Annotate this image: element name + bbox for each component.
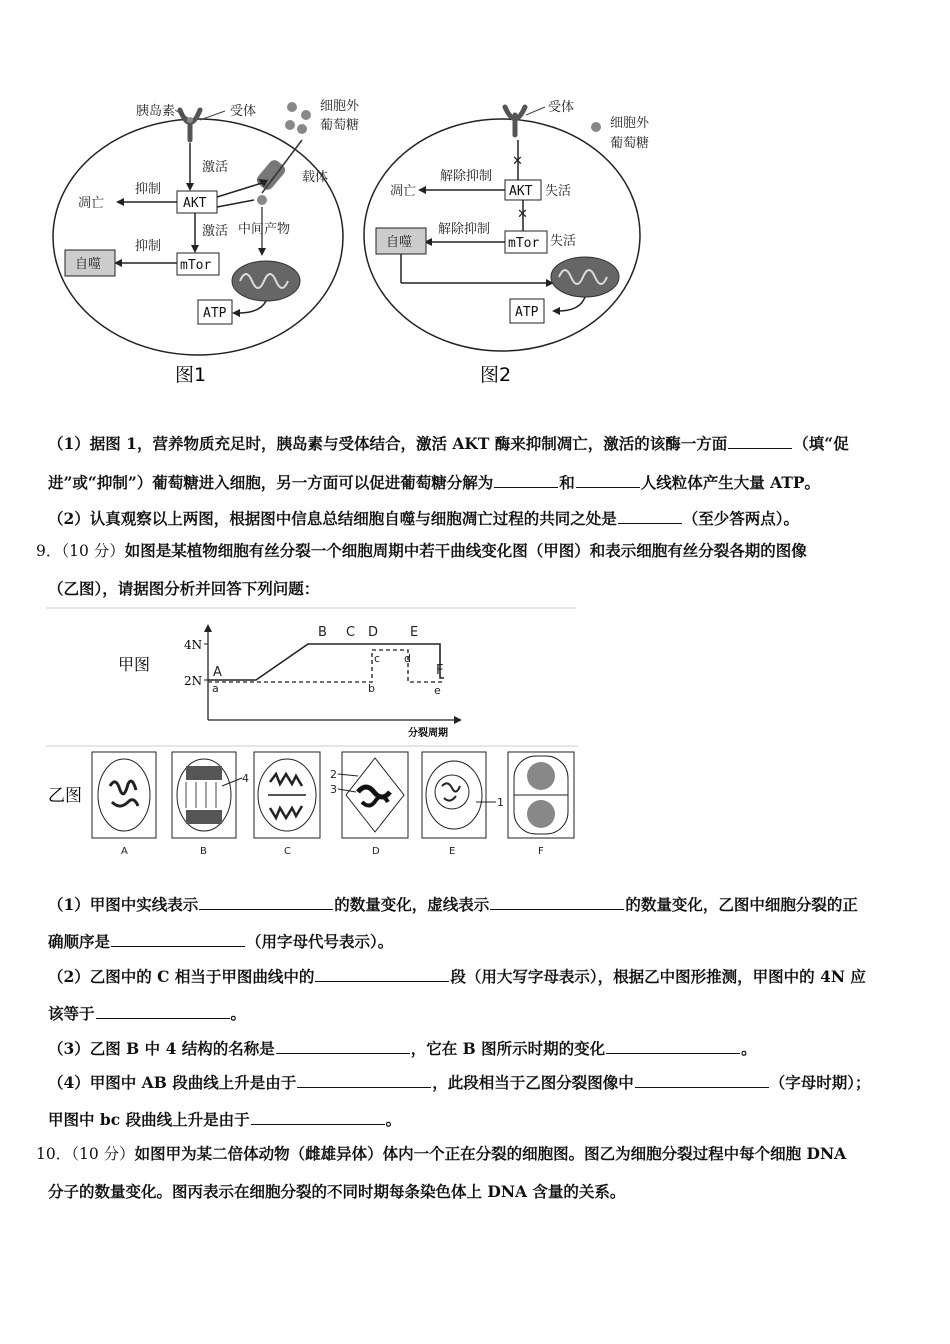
q9-text-1e: （用字母代号表示）。	[246, 932, 394, 951]
cell-label-B: B	[200, 846, 207, 857]
q9-blank-9[interactable]	[635, 1071, 769, 1088]
q9-blank-3[interactable]	[111, 930, 245, 947]
q8-blank-1[interactable]	[728, 432, 792, 449]
q9-blank-8[interactable]	[297, 1071, 431, 1088]
q9-text-2b: 段（用大写字母表示），根据乙中图形推测，甲图中的 4N 应	[450, 967, 866, 986]
q9-stem-1	[36, 540, 896, 562]
q9-text-4d: 甲图中 bc 段曲线上升是由于	[48, 1110, 250, 1129]
fig1-inhibit-1: 抑制	[135, 182, 162, 197]
q9-text-1d: 确顺序是	[48, 932, 111, 951]
fig1-receptor: 受体	[230, 104, 257, 119]
point-e: e	[434, 684, 441, 697]
x-axis-label: 分裂周期	[408, 728, 448, 739]
q8-line-1	[48, 432, 908, 455]
label-3: 3	[330, 783, 337, 796]
fig1-intermediate: 中间产物	[238, 222, 291, 237]
q10-stem-b: 分子的数量变化。图丙表示在细胞分裂的不同时期每条染色体上 DNA 含量的关系。	[48, 1182, 626, 1201]
point-c: c	[374, 652, 381, 665]
fig2-release-2: 解除抑制	[438, 222, 491, 237]
fig1-akt: AKT	[183, 196, 207, 211]
cell-label-A: A	[121, 846, 128, 857]
fig2-block-1: ✕	[512, 154, 523, 169]
q10-stem-1	[36, 1143, 896, 1165]
q9-text-2a: （2）乙图中的 C 相当于甲图曲线中的	[48, 967, 315, 986]
q9-text-3a: （3）乙图 B 中 4 结构的名称是	[48, 1039, 275, 1058]
q9-text-2c: 该等于	[48, 1004, 95, 1023]
point-F: F	[436, 663, 444, 678]
q10-stem-a: 如图甲为某二倍体动物（雌雄异体）体内一个正在分裂的细胞图。图乙为细胞分裂过程中每个细胞 DNA	[134, 1144, 847, 1163]
fig2-caption: 图2	[480, 364, 512, 386]
q9-line-4	[48, 1002, 908, 1025]
q8-line-3	[48, 507, 908, 530]
fig1-glucose-1: 细胞外	[320, 99, 360, 114]
point-A: A	[213, 665, 222, 680]
fig1-caption: 图1	[175, 364, 207, 386]
cell-label-F: F	[538, 846, 544, 857]
q10-stem-2	[48, 1181, 908, 1203]
q9-blank-10[interactable]	[251, 1108, 385, 1125]
point-b: b	[368, 682, 375, 695]
fig1-inhibit-2: 抑制	[135, 239, 162, 254]
q9-line-7	[48, 1108, 908, 1131]
q9-blank-6[interactable]	[276, 1037, 410, 1054]
q9-stem-b: （乙图），请据图分析并回答下列问题：	[48, 579, 320, 598]
q8-text-1a: （1）据图 1，营养物质充足时，胰岛素与受体结合，激活 AKT 酶来抑制凋亡，激活的该酶一方面	[48, 434, 728, 453]
q9-text-1a: （1）甲图中实线表示	[48, 895, 199, 914]
yi-label: 乙图	[48, 786, 82, 806]
q8-line-2	[48, 471, 908, 494]
fig2-atp: ATP	[515, 305, 539, 320]
q9-text-1b: 的数量变化，虚线表示	[334, 895, 490, 914]
cell-D	[330, 752, 408, 838]
q8-blank-3[interactable]	[576, 471, 640, 488]
q8-text-2a: （2）认真观察以上两图，根据图中信息总结细胞自噬与细胞凋亡过程的共同之处是	[48, 509, 617, 528]
fig1-activate-2: 激活	[202, 224, 229, 239]
q9-blank-7[interactable]	[606, 1037, 740, 1054]
q9-text-4a: （4）甲图中 AB 段曲线上升是由于	[48, 1073, 297, 1092]
q9-text-4c: （字母时期）；	[769, 1073, 871, 1092]
q9-blank-1[interactable]	[199, 893, 333, 910]
label-4: 4	[242, 772, 249, 785]
q9-figure	[46, 606, 578, 858]
fig1-glucose-2: 葡萄糖	[320, 118, 360, 133]
q9-text-4b: ，此段相当于乙图分裂图像中	[432, 1073, 634, 1092]
q9-stem-a: 如图是某植物细胞有丝分裂一个细胞周期中若干曲线变化图（甲图）和表示细胞有丝分裂各期的图像	[124, 541, 807, 560]
fig2-inactive-1: 失活	[545, 184, 572, 199]
q8-text-2b: （至少答两点）。	[682, 509, 800, 528]
label-1: 1	[497, 796, 504, 809]
point-C: C	[346, 625, 356, 640]
cell-C	[254, 752, 320, 838]
q9-text-3b: ，它在 B 图所示时期的变化	[410, 1039, 606, 1058]
q9-line-5	[48, 1037, 908, 1060]
fig2-inactive-2: 失活	[550, 234, 577, 249]
fig2-receptor: 受体	[548, 100, 575, 115]
jia-label: 甲图	[118, 655, 151, 674]
point-D: D	[368, 625, 379, 640]
cell-label-D: D	[372, 846, 380, 857]
fig1-autophagy: 自噬	[75, 257, 102, 272]
q9-line-1	[48, 893, 908, 916]
cell-F	[508, 752, 574, 838]
label-2: 2	[330, 768, 337, 781]
y-tick-2n: 2N	[184, 674, 203, 688]
cell-A	[92, 752, 156, 838]
q9-text-4e: 。	[385, 1110, 402, 1129]
q8-blank-2[interactable]	[494, 471, 558, 488]
fig2-autophagy: 自噬	[386, 235, 413, 250]
figure-2	[364, 99, 650, 386]
q9-line-6	[48, 1071, 908, 1094]
point-B: B	[318, 625, 327, 640]
fig2-release-1: 解除抑制	[440, 169, 493, 184]
q9-blank-2[interactable]	[490, 893, 624, 910]
q9-number: 9．（10 分）	[36, 542, 125, 560]
q8-text-1c: 进”或“抑制”）葡萄糖进入细胞，另一方面可以促进葡萄糖分解为	[48, 473, 494, 492]
fig2-glucose-1: 细胞外	[610, 116, 650, 131]
fig1-activate-1: 激活	[202, 160, 229, 175]
q10-number: 10．（10 分）	[36, 1145, 135, 1163]
fig2-mtor: mTor	[508, 236, 540, 251]
q9-blank-4[interactable]	[315, 965, 449, 982]
fig1-mtor: mTor	[180, 258, 212, 273]
y-tick-4n: 4N	[184, 638, 203, 652]
fig1-atp: ATP	[203, 306, 227, 321]
q9-text-3c: 。	[741, 1039, 757, 1058]
fig1-apoptosis: 凋亡	[78, 196, 105, 211]
q9-stem-2	[48, 578, 908, 600]
fig1-carrier: 载体	[302, 170, 329, 185]
fig2-glucose-2: 葡萄糖	[610, 136, 650, 151]
q8-text-1b: （填“促	[793, 434, 849, 453]
q9-blank-5[interactable]	[96, 1002, 230, 1019]
q8-blank-4[interactable]	[618, 507, 682, 524]
fig2-akt: AKT	[509, 184, 533, 199]
cell-label-E: E	[449, 846, 456, 857]
fig2-block-2: ✕	[517, 207, 528, 222]
fig1-insulin: 胰岛素	[136, 104, 176, 119]
q8-text-1e: 人线粒体产生大量 ATP。	[640, 473, 821, 492]
fig2-apoptosis: 凋亡	[390, 184, 417, 199]
point-d: d	[404, 652, 411, 665]
q9-text-2d: 。	[230, 1004, 247, 1023]
figure-1-and-2	[40, 85, 670, 395]
point-a: a	[212, 682, 219, 695]
figure-1	[53, 99, 360, 386]
q9-line-2	[48, 930, 908, 953]
q9-text-1c: 的数量变化，乙图中细胞分裂的正	[625, 895, 858, 914]
q9-line-3	[48, 965, 908, 988]
cell-label-C: C	[284, 846, 291, 857]
point-E: E	[410, 625, 419, 640]
q8-text-1d: 和	[559, 473, 575, 492]
